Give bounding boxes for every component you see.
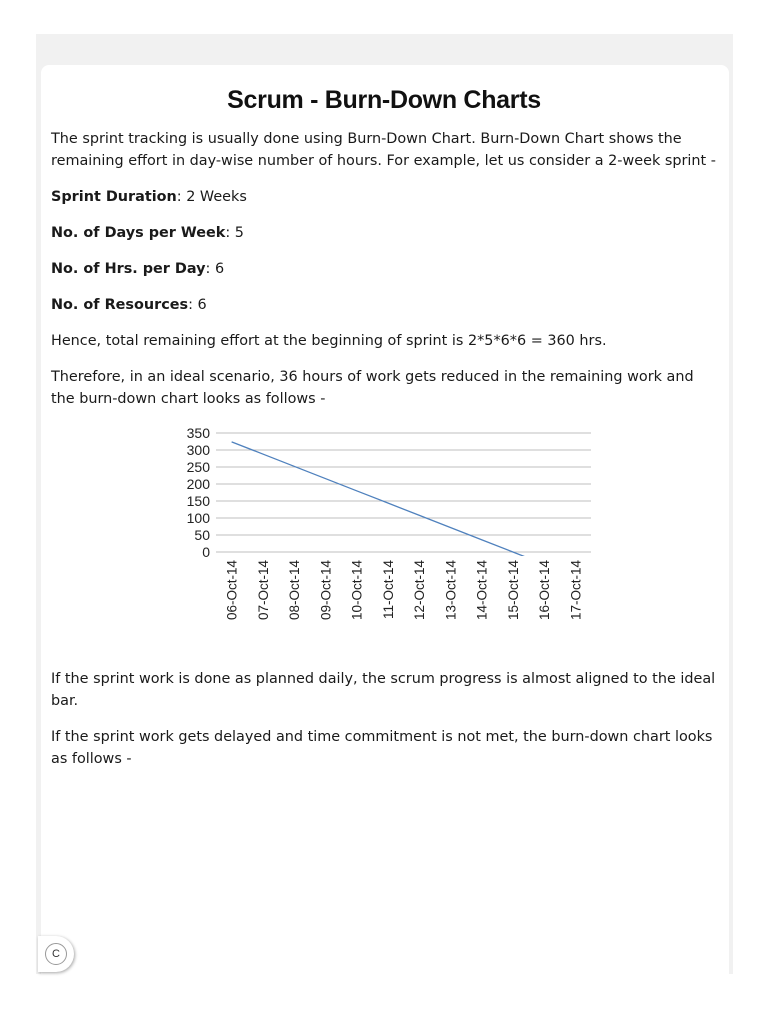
- article: [51, 86, 717, 784]
- intro-paragraph: The sprint tracking is usually done using Burn-Down Chart. Burn-Down Chart shows the remaining effort in day-wise number of hours. For example, let us consider a 2-week sprint -: [51, 131, 716, 169]
- x-tick-label: 09-Oct-14: [318, 560, 334, 621]
- fact-sprint-duration: [51, 186, 717, 208]
- planned-daily-paragraph: If the sprint work is done as planned daily, the scrum progress is almost aligned to the ideal bar.: [51, 671, 716, 709]
- fact-days-per-week: [51, 222, 717, 244]
- x-tick-label: 15-Oct-14: [505, 560, 521, 621]
- y-tick-label: 300: [186, 442, 210, 458]
- fact-value: : 6: [205, 261, 225, 277]
- fact-value: : 5: [225, 225, 244, 241]
- x-tick-label: 14-Oct-14: [474, 560, 490, 621]
- x-tick-label: 16-Oct-14: [537, 560, 553, 621]
- delayed-paragraph: If the sprint work gets delayed and time commitment is not met, the burn-down chart looks as follows -: [51, 729, 713, 767]
- fact-value: : 6: [188, 297, 207, 313]
- ideal-scenario-paragraph: Therefore, in an ideal scenario, 36 hours of work gets reduced in the remaining work and the burn-down chart looks as follows -: [51, 369, 694, 407]
- x-tick-label: 11-Oct-14: [380, 560, 396, 620]
- fact-label: No. of Resources: [51, 297, 189, 313]
- fact-label: Sprint Duration: [51, 189, 177, 205]
- y-tick-label: 0: [202, 544, 210, 560]
- fact-resources: [51, 294, 717, 316]
- page-title: Scrum - Burn-Down Charts: [227, 86, 541, 114]
- x-tick-label: 08-Oct-14: [287, 560, 303, 621]
- x-tick-label: 10-Oct-14: [349, 560, 365, 621]
- x-tick-label: 13-Oct-14: [443, 560, 459, 621]
- burndown-chart: [51, 424, 717, 656]
- y-tick-label: 50: [194, 527, 210, 543]
- burndown-chart-svg: [51, 424, 717, 656]
- fact-label: No. of Days per Week: [51, 225, 226, 241]
- y-tick-label: 350: [186, 425, 210, 441]
- y-tick-label: 150: [186, 493, 210, 509]
- fact-value: : 2 Weeks: [176, 189, 247, 205]
- fact-label: No. of Hrs. per Day: [51, 261, 206, 277]
- corner-c-button[interactable]: [38, 936, 74, 972]
- c-icon: C: [45, 943, 67, 965]
- total-effort-paragraph: Hence, total remaining effort at the beginning of sprint is 2*5*6*6 = 360 hrs.: [51, 333, 607, 349]
- x-tick-label: 12-Oct-14: [412, 560, 428, 621]
- series-line: [232, 442, 576, 577]
- y-tick-label: 250: [186, 459, 210, 475]
- x-tick-label: 07-Oct-14: [255, 560, 271, 621]
- fact-hours-per-day: [51, 258, 717, 280]
- x-tick-label: 17-Oct-14: [568, 560, 584, 621]
- y-tick-label: 100: [186, 510, 210, 526]
- x-tick-label: 06-Oct-14: [224, 560, 240, 621]
- y-tick-label: 200: [186, 476, 210, 492]
